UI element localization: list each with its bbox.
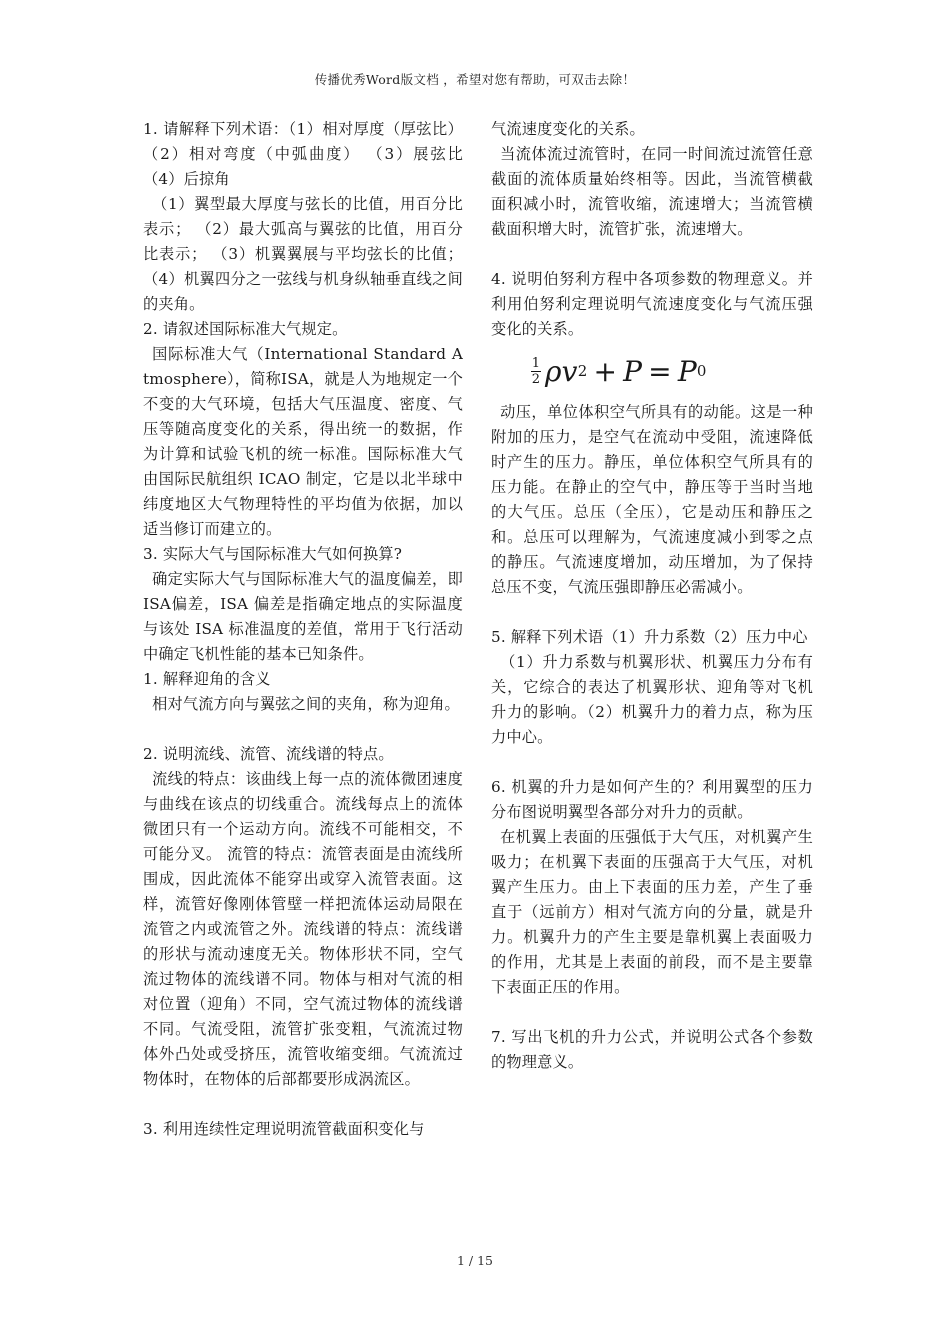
bernoulli-formula xyxy=(491,342,813,400)
question-3-conversion: 3. 实际大气与国际标准大气如何换算? xyxy=(143,545,403,563)
answer-6-lift: 在机翼上表面的压强低于大气压，对机翼产生吸力；在机翼下表面的压强高于大气压，对机翼产生压力。由上下表面的压力差，产生了垂直于（远前方）相对气流方向的分量，就是升力。机翼升力的产生主要是靠机翼上表面吸力的作用，尤其是上表面的前段，而不是主要靠下表面正压的作用。 xyxy=(491,828,813,996)
answer-5-terms: （1）升力系数与机翼形状、机翼压力分布有关，它综合的表达了机翼形状、迎角等对飞机升力的影响。（2）机翼升力的着力点，称为压力中心。 xyxy=(491,653,813,746)
answer-streamlines: 流线的特点：该曲线上每一点的流体微团速度与曲线在该点的切线重合。流线每点上的流体微团只有一个运动方向。流线不可能相交，不可能分叉。 流管的特点：流管表面是由流线所围成，因此流体不能穿出或穿入流管表面。这样，流管好像刚体管壁一样把流体运动局限在流管之内或流管之外。流线谱的特点：流线谱的形状与流动速度无关。物体形状不同，空气流过物体的流线谱不同。物体与相对气流的相对位置（迎角）不同，空气流过物体的流线谱不同。气流受阻，流管扩张变粗，气流流过物体外凸处或受挤压，流管收缩变细。气流流过物体时，在物体的后部都要形成涡流区。 xyxy=(143,770,463,1088)
question-7-lift-formula: 7. 写出飞机的升力公式，并说明公式各个参数的物理意义。 xyxy=(491,1028,813,1071)
answer-continuity: 当流体流过流管时，在同一时间流过流管任意截面的流体质量始终相等。因此，当流管横截面积减小时，流管收缩，流速增大；当流管横截面积增大时，流管扩张，流速增大。 xyxy=(491,145,813,238)
spacer xyxy=(491,600,813,625)
formula-exponent: 2 xyxy=(577,361,588,380)
spacer xyxy=(491,242,813,267)
spacer xyxy=(143,717,463,742)
question-5-terms: 5. 解释下列术语（1）升力系数（2）压力中心 xyxy=(491,628,808,646)
question-continuity: 3. 利用连续性定理说明流管截面积变化与 xyxy=(143,1120,425,1138)
formula-p0: P xyxy=(677,354,697,388)
answer-angle-of-attack: 相对气流方向与翼弦之间的夹角，称为迎角。 xyxy=(152,695,460,713)
spacer xyxy=(491,1000,813,1025)
formula-fraction xyxy=(531,357,541,386)
question-streamlines: 2. 说明流线、流管、流线谱的特点。 xyxy=(143,745,394,763)
formula-fraction-numerator: 1 xyxy=(531,355,541,371)
spacer xyxy=(491,750,813,775)
question-1-terms: 1. 请解释下列术语：（1）相对厚度（厚弦比）（2）相对弯度（中弧曲度） （3）展弦比 （4）后掠角 xyxy=(143,120,463,188)
formula-p0-subscript: 0 xyxy=(696,361,707,380)
right-column xyxy=(491,117,813,1075)
answer-3-conversion: 确定实际大气与国际标准大气的温度偏差，即ISA偏差，ISA 偏差是指确定地点的实际温度与该处 ISA 标准温度的差值，常用于飞行活动中确定飞机性能的基本已知条件。 xyxy=(143,570,463,663)
formula-rho: ρ xyxy=(545,354,562,388)
answer-2-isa: 国际标准大气（International Standard Atmosphere），简称ISA，就是人为地规定一个不变的大气环境，包括大气压温度、密度、气压等随高度变化的关系，得出统一的数据，作为计算和试验飞机的统一标准。国际标准大气由国际民航组织 ICAO 制定，它是以北半球中纬度地区大气物理特性的平均值为依据，加以适当修订而建立的。 xyxy=(143,345,463,538)
left-column xyxy=(143,117,463,1142)
formula-fraction-denominator: 2 xyxy=(531,371,541,387)
page-number: 1 / 15 xyxy=(456,1253,494,1268)
answer-1-terms: （1）翼型最大厚度与弦长的比值，用百分比表示； （2）最大弧高与翼弦的比值，用百分比表示； （3）机翼翼展与平均弦长的比值； （4）机翼四分之一弦线与机身纵轴垂直线之间的夹角。 xyxy=(143,195,463,313)
formula-p: P xyxy=(623,354,643,388)
answer-4-bernoulli: 动压，单位体积空气所具有的动能。这是一种附加的压力，是空气在流动中受阻，流速降低时产生的压力。静压，单位体积空气所具有的压力能。在静止的空气中，静压等于当时当地的大气压。总压（全压），它是动压和静压之和。总压可以理解为，气流速度减小到零之点的静压。气流速度增加，动压增加，为了保持总压不变，气流压强即静压必需减小。 xyxy=(491,403,813,596)
question-4-bernoulli: 4. 说明伯努利方程中各项参数的物理意义。并利用伯努利定理说明气流速度变化与气流压强变化的关系。 xyxy=(491,270,813,338)
page-header: 传播优秀Word版文档 ，希望对您有帮助，可双击去除！ xyxy=(314,72,636,87)
formula-plus: + xyxy=(593,354,618,388)
question-2-isa: 2. 请叙述国际标准大气规定。 xyxy=(143,320,348,338)
question-6-lift: 6. 机翼的升力是如何产生的？利用翼型的压力分布图说明翼型各部分对升力的贡献。 xyxy=(491,778,813,821)
question-continuity-cont: 气流速度变化的关系。 xyxy=(491,120,645,138)
question-angle-of-attack: 1. 解释迎角的含义 xyxy=(143,670,271,688)
formula-equals: = xyxy=(648,354,672,388)
formula-v: v xyxy=(561,354,578,388)
spacer xyxy=(143,1092,463,1117)
